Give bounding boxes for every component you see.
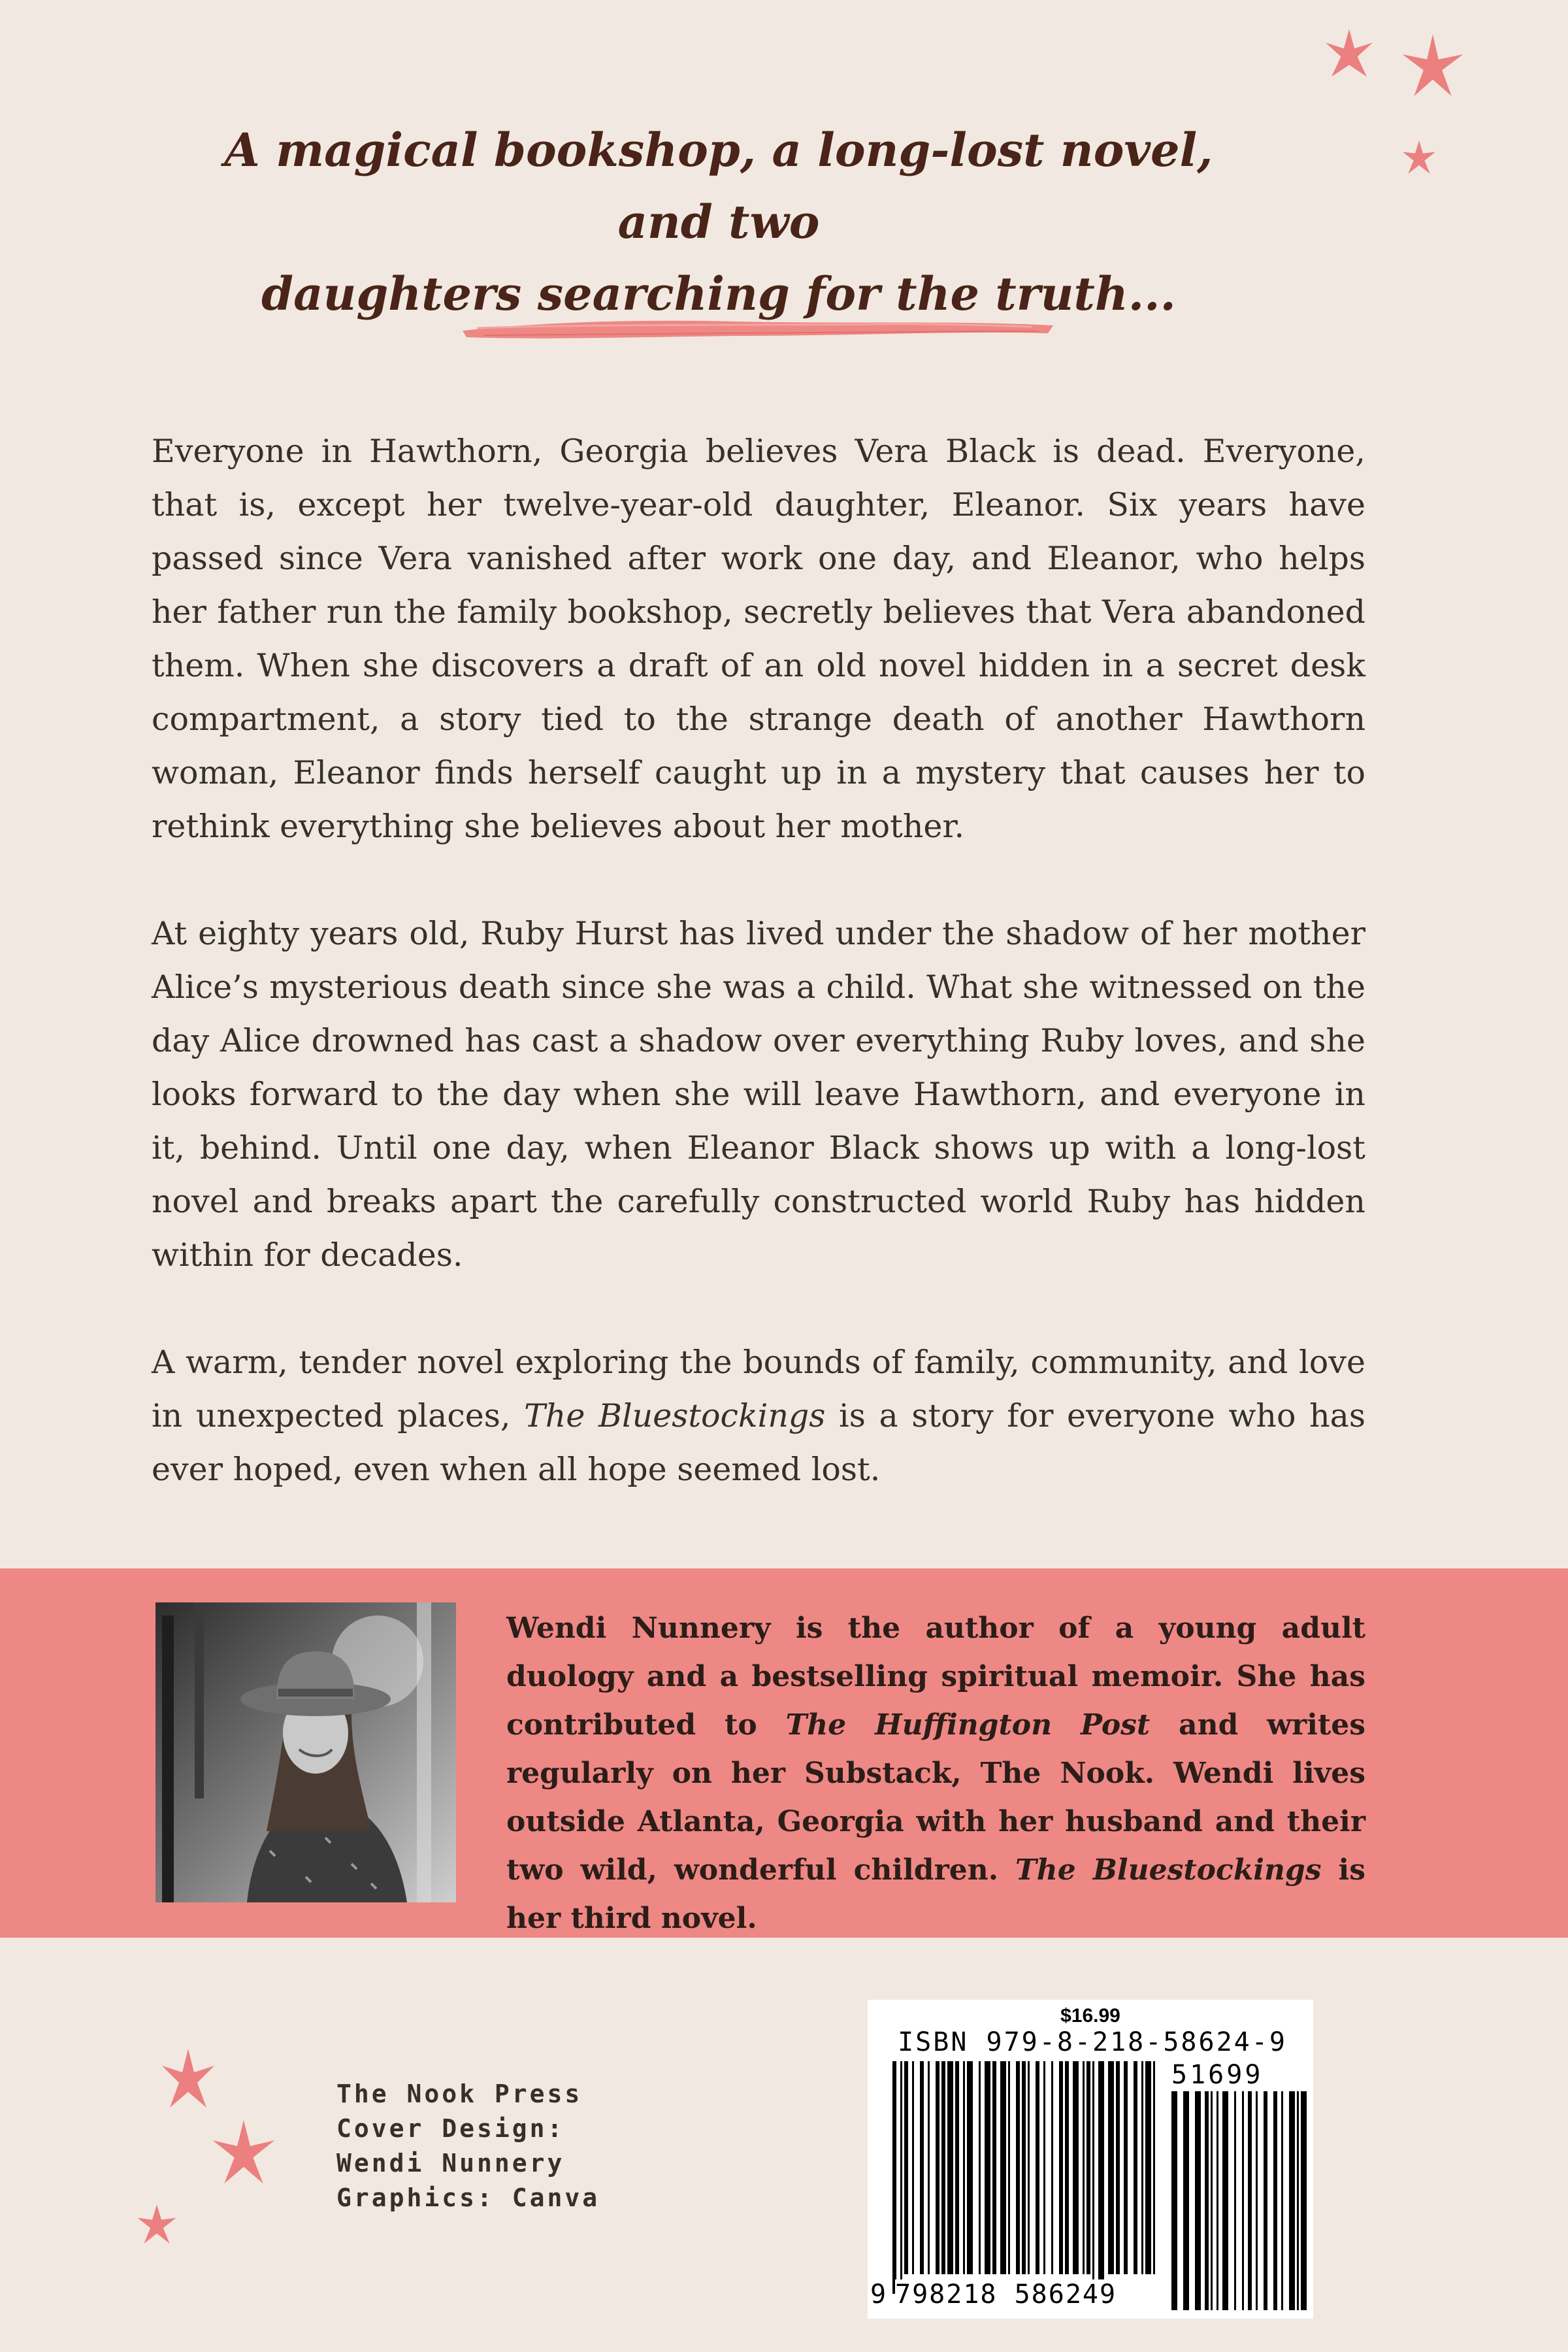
barcode bbox=[868, 2000, 1313, 2319]
author-bio bbox=[506, 1604, 1365, 1943]
brush-stroke-divider bbox=[457, 314, 1058, 345]
star-burst-icon bbox=[208, 2115, 280, 2193]
description-p3-start: A warm, tender novel exploring the bounds of family, community, and love in unexpected places, bbox=[152, 1344, 1365, 1434]
book-title: The Bluestockings bbox=[524, 1397, 826, 1434]
author-publication: The Huffington Post bbox=[785, 1708, 1151, 1742]
barcode-lead-digit: 9 bbox=[870, 2279, 887, 2310]
description-paragraph-1: Everyone in Hawthorn, Georgia believes Vera Black is dead. Everyone, that is, except her twelve-year-old daughter, Eleanor. Six years have passed since Vera vanished after work one day, and Eleanor, who helps her father run the family bookshop, secretly believes that Vera abandoned them. When she discovers a draft of an old novel hidden in a secret desk compartment, a story tied to the strange death of another Hawthorn woman, Eleanor finds herself caught up in a mystery that causes her to rethink everything she believes about her mother. bbox=[152, 433, 1365, 845]
author-book-title: The Bluestockings bbox=[1015, 1853, 1322, 1887]
tagline-line-1: A magical bookshop, a long-lost novel, and two bbox=[224, 123, 1213, 249]
barcode-digits: 798218 586249 bbox=[895, 2279, 1117, 2310]
star-burst-icon bbox=[1320, 26, 1379, 85]
description-paragraph-3 bbox=[152, 1336, 1365, 1497]
addon-digits: 51699 bbox=[1171, 2060, 1264, 2090]
description-p3-end: is a story for everyone who has ever hoped, even when all hope seemed lost. bbox=[152, 1397, 1366, 1488]
cover-designer: Wendi Nunnery bbox=[336, 2149, 565, 2178]
star-burst-icon bbox=[155, 2038, 221, 2123]
tagline-line-2: daughters searching for the truth... bbox=[261, 267, 1176, 321]
author-bio-part-3: is her third novel. bbox=[506, 1853, 1366, 1935]
author-bio-part-2: and writes regularly on her Substack, The Nook. Wendi lives outside Atlanta, Georgia with her husband and their two wild, wonderful children. bbox=[506, 1708, 1366, 1887]
star-burst-icon bbox=[134, 2199, 180, 2251]
tagline bbox=[196, 114, 1241, 330]
isbn: ISBN 979-8-218-58624-9 bbox=[898, 2027, 1287, 2057]
star-burst-icon bbox=[1397, 31, 1469, 103]
author-photo bbox=[155, 1602, 456, 1902]
book-description bbox=[152, 425, 1365, 1550]
cover-design-label: Cover Design: bbox=[336, 2114, 565, 2143]
author-bio-part-1: Wendi Nunnery is the author of a young adult duology and a bestselling spiritual memoir. She has contributed to bbox=[506, 1612, 1365, 1742]
graphics-credit: Graphics: Canva bbox=[336, 2183, 600, 2212]
star-burst-icon bbox=[1399, 139, 1439, 178]
credits bbox=[336, 2077, 728, 2215]
publisher: The Nook Press bbox=[336, 2079, 583, 2108]
description-paragraph-2: At eighty years old, Ruby Hurst has lived under the shadow of her mother Alice’s mysterious death since she was a child. What she witnessed on the day Alice drowned has cast a shadow over everything Ruby loves, and she looks forward to the day when she will leave Hawthorn, and everyone in it, behind. Until one day, when Eleanor Black shows up with a long-lost novel and breaks apart the carefully constructed world Ruby has hidden within for decades. bbox=[152, 915, 1365, 1274]
price: $16.99 bbox=[1060, 2005, 1120, 2027]
